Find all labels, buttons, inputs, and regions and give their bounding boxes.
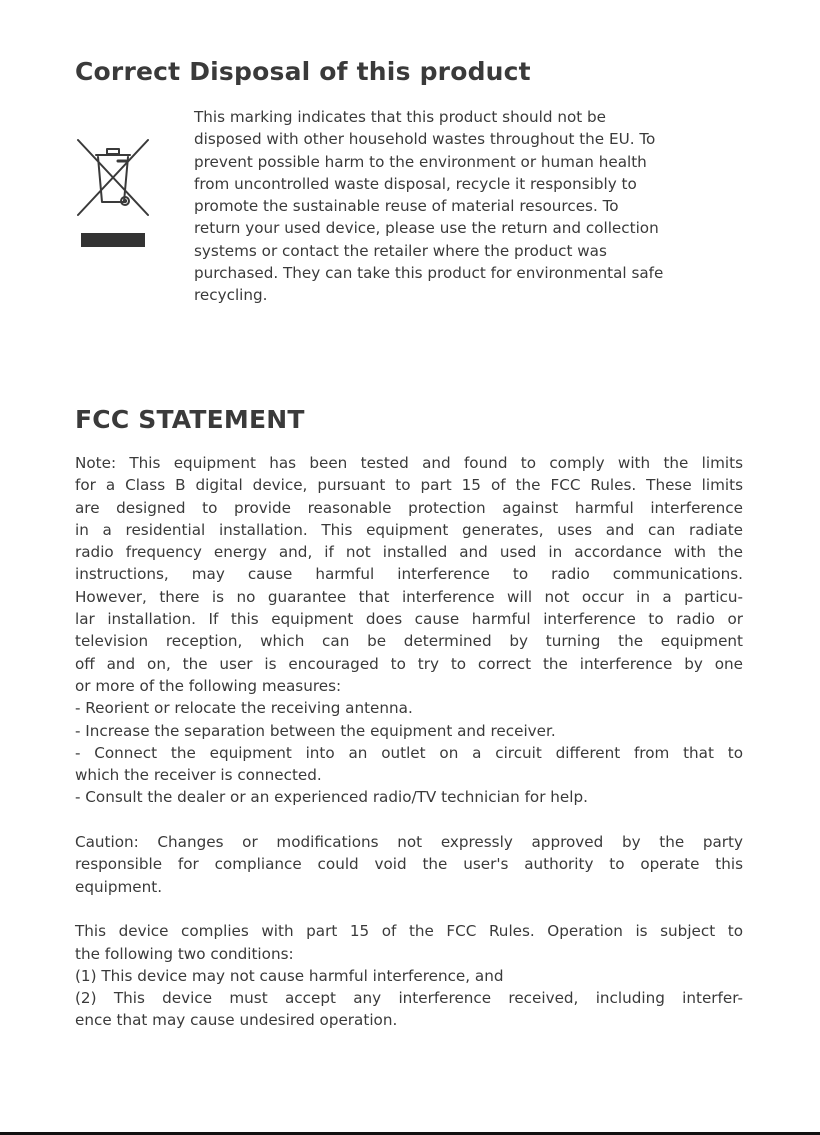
disposal-text-line: from uncontrolled waste disposal, recycle it responsibly to [194, 174, 637, 193]
fcc-note-line: However, there is no guarantee that interference will not occur in a particu- [75, 587, 743, 606]
fcc-measure-line: which the receiver is connected. [75, 766, 322, 785]
fcc-compliance-paragraph [75, 920, 743, 1031]
disposal-text-line: purchased. They can take this product for environmental safe [194, 264, 664, 283]
fcc-note-line: Note: This equipment has been tested and found to comply with the limits [75, 454, 743, 472]
fcc-note-line: radio frequency energy and, if not installed and used in accordance with the [75, 543, 743, 562]
fcc-caution-line: responsible for compliance could void the user's authority to operate this [75, 855, 743, 874]
disposal-text-line: recycling. [194, 286, 268, 305]
fcc-measure-line: - Increase the separation between the equipment and receiver. [75, 721, 556, 740]
fcc-compliance-line: ence that may cause undesired operation. [75, 1011, 398, 1030]
fcc-title: FCC STATEMENT [75, 405, 305, 434]
fcc-note-line: for a Class B digital device, pursuant to part 15 of the FCC Rules. These limits [75, 476, 743, 495]
fcc-caution-paragraph [75, 831, 743, 898]
fcc-compliance-line: (1) This device may not cause harmful interference, and [75, 966, 504, 985]
fcc-caution-line: equipment. [75, 877, 163, 896]
disposal-text-line: return your used device, please use the return and collection [194, 219, 659, 238]
fcc-note-line: off and on, the user is encouraged to try to correct the interference by one [75, 654, 743, 673]
fcc-note-line: or more of the following measures: [75, 676, 342, 695]
fcc-note-line: are designed to provide reasonable protection against harmful interference [75, 498, 743, 517]
crossed-out-wheelie-bin-icon [74, 138, 152, 250]
disposal-text-line: This marking indicates that this product should not be [194, 108, 606, 126]
disposal-title: Correct Disposal of this product [75, 57, 531, 86]
disposal-text-line: prevent possible harm to the environment or human health [194, 152, 647, 171]
fcc-note-line: in a residential installation. This equipment generates, uses and can radiate [75, 520, 743, 539]
fcc-note-line: television reception, which can be determined by turning the equipment [75, 632, 743, 651]
fcc-statement-body [75, 452, 743, 1054]
fcc-note-line: instructions, may cause harmful interference to radio communications. [75, 565, 743, 584]
fcc-measure-line: - Consult the dealer or an experienced radio/TV technician for help. [75, 788, 588, 807]
fcc-compliance-line: (2) This device must accept any interference received, including interfer- [75, 989, 743, 1008]
fcc-compliance-line: the following two conditions: [75, 944, 294, 963]
fcc-note-paragraph [75, 452, 743, 809]
disposal-text-line: promote the sustainable reuse of material resources. To [194, 197, 619, 216]
fcc-measure-line: - Connect the equipment into an outlet on a circuit different from that to [75, 743, 743, 762]
fcc-note-line: lar installation. If this equipment does cause harmful interference to radio or [75, 610, 743, 629]
disposal-paragraph [194, 106, 742, 307]
fcc-caution-line: Caution: Changes or modifications not expressly approved by the party [75, 833, 743, 852]
disposal-text-line: systems or contact the retailer where the product was [194, 241, 607, 260]
disposal-text-line: disposed with other household wastes throughout the EU. To [194, 130, 656, 149]
fcc-measure-line: - Reorient or relocate the receiving antenna. [75, 699, 413, 718]
fcc-compliance-line: This device complies with part 15 of the FCC Rules. Operation is subject to [75, 922, 743, 941]
